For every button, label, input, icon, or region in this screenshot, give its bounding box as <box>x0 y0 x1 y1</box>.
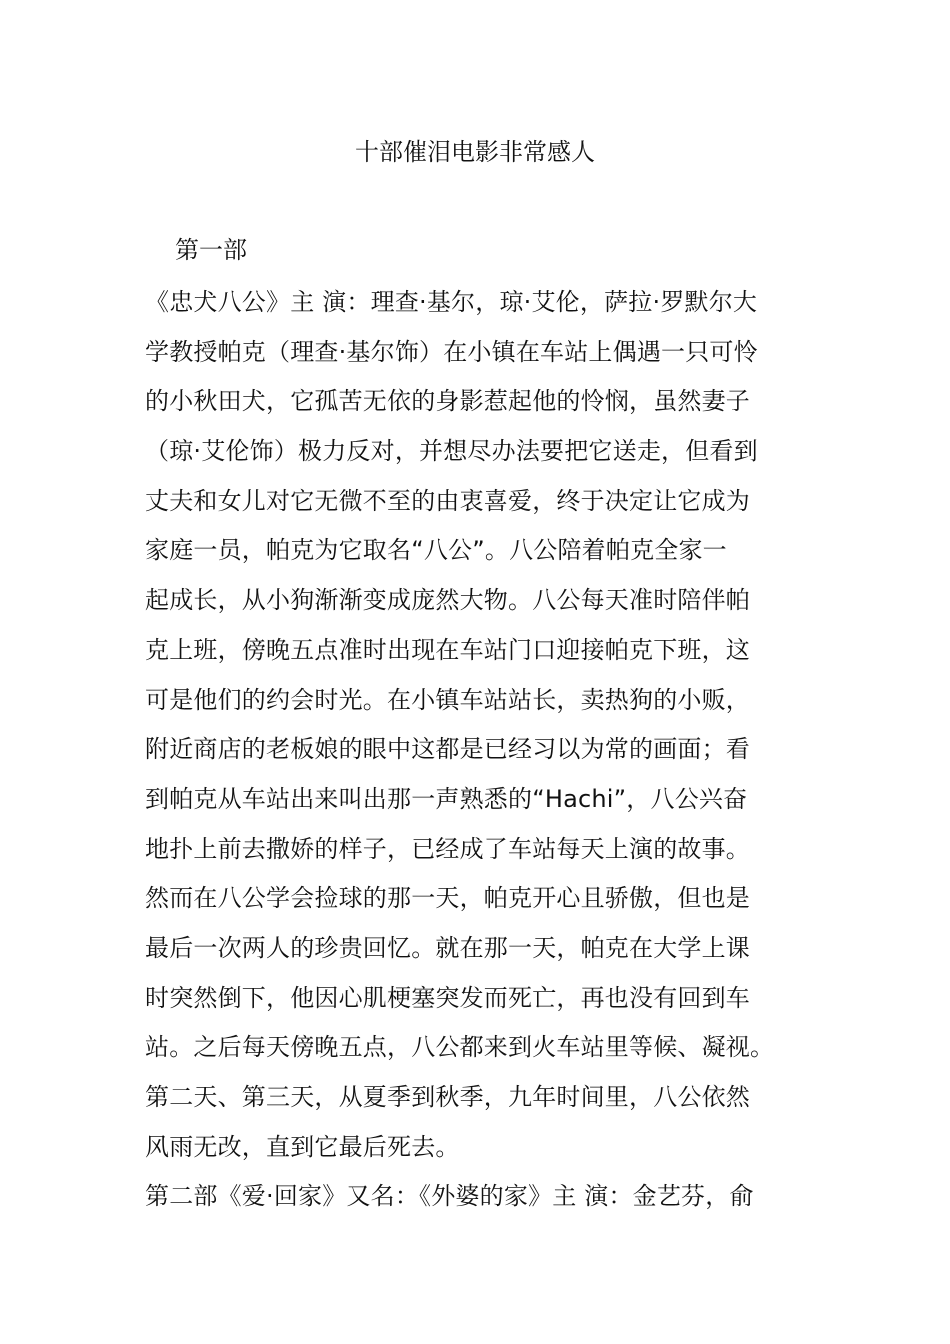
text-line: 第二部《爱·回家》又名：《外婆的家》主 演：金艺芬，俞 <box>145 1182 754 1211</box>
text-line: 地扑上前去撒娇的样子，已经成了车站每天上演的故事。 <box>145 834 750 863</box>
text-line: 站。之后每天傍晚五点，八公都来到火车站里等候、凝视。 <box>145 1033 775 1062</box>
text-line: 《忠犬八公》主 演：理查·基尔，琼·艾伦，萨拉·罗默尔大 <box>145 288 758 316</box>
text-line: 的小秋田犬，它孤苦无依的身影惹起他的怜悯，虽然妻子 <box>145 387 750 416</box>
text-line: 附近商店的老板娘的眼中这都是已经习以为常的画面；看 <box>145 735 750 764</box>
text-line: 时突然倒下，他因心肌梗塞突发而死亡，再也没有回到车 <box>145 983 750 1012</box>
text-line: 到帕克从车站出来叫出那一声熟悉的“Hachi”，八公兴奋 <box>145 784 748 813</box>
text-line: 家庭一员，帕克为它取名“八公”。八公陪着帕克全家一 <box>145 536 727 565</box>
body-text <box>145 278 805 1222</box>
document-title: 十部催泪电影非常感人 <box>355 138 595 166</box>
text-line: 起成长，从小狗渐渐变成庞然大物。八公每天准时陪伴帕 <box>145 586 750 615</box>
text-line: （琼·艾伦饰）极力反对，并想尽办法要把它送走，但看到 <box>145 437 758 466</box>
text-line: 风雨无改，直到它最后死去。 <box>145 1132 460 1161</box>
text-line: 然而在八公学会捡球的那一天，帕克开心且骄傲，但也是 <box>145 884 750 913</box>
text-line: 可是他们的约会时光。在小镇车站站长，卖热狗的小贩， <box>145 685 750 714</box>
text-line: 学教授帕克（理查·基尔饰）在小镇在车站上偶遇一只可怜 <box>145 337 758 366</box>
text-line: 克上班，傍晚五点准时出现在车站门口迎接帕克下班，这 <box>145 635 750 664</box>
text-line: 丈夫和女儿对它无微不至的由衷喜爱，终于决定让它成为 <box>145 486 750 515</box>
section-heading: 第一部 <box>175 236 247 264</box>
text-line: 第二天、第三天，从夏季到秋季，九年时间里，八公依然 <box>145 1083 750 1111</box>
text-line: 最后一次两人的珍贵回忆。就在那一天，帕克在大学上课 <box>145 933 750 962</box>
